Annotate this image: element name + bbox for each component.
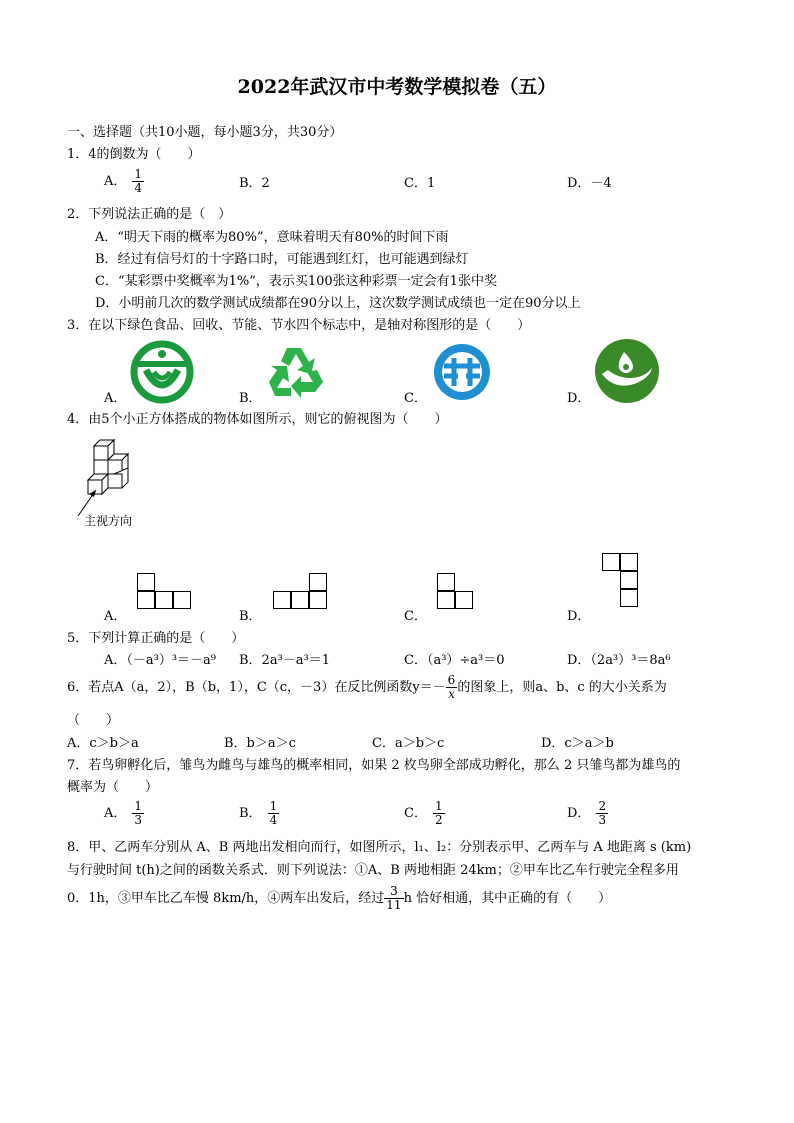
q4-option-c-label[interactable]: C． [404, 609, 427, 624]
q1-option-d[interactable]: D．－4 [567, 176, 612, 191]
q5-option-a[interactable]: A．（－a³）³＝－a⁹ [104, 653, 217, 668]
q6-option-a[interactable]: A．c＞b＞a [67, 736, 139, 751]
q7-option-d-fraction [596, 800, 608, 827]
q5-option-d[interactable]: D．（2a³）³＝8a⁶ [567, 653, 671, 668]
fraction-denominator: 2 [434, 813, 443, 827]
fraction-denominator: 11 [386, 898, 402, 912]
q7-option-d-label: D． [567, 806, 591, 821]
fraction-numerator: 2 [598, 799, 607, 813]
fraction-denominator: x [448, 687, 455, 701]
q3-option-c-label[interactable]: C． [404, 391, 427, 406]
q4-option-d-grid [602, 553, 642, 611]
fraction-denominator: 4 [269, 813, 278, 827]
q8-stem-line3 [67, 884, 611, 914]
q2-option-a[interactable]: A．“明天下雨的概率为80%”，意味着明天有80%的时间下雨 [95, 230, 449, 245]
q1-option-a[interactable] [104, 168, 144, 195]
q6-option-b[interactable]: B．b＞a＞c [224, 736, 296, 751]
q4-option-b-label[interactable]: B． [239, 609, 262, 624]
page-title: 2022年武汉市中考数学模拟卷（五） [237, 76, 557, 98]
q7-stem-line1: 7．若鸟卵孵化后，雏鸟为雌鸟与雄鸟的概率相同，如果 2 枚鸟卵全部成功孵化，那么 2 只雏鸟都为雄鸟的 [67, 758, 681, 773]
q5-stem: 5．下列计算正确的是（ ） [67, 631, 245, 646]
q7-option-a-label: A． [104, 806, 127, 821]
q8-stem-line1: 8．甲、乙两车分别从 A、B 两地出发相向而行，如图所示，l₁、l₂：分别表示甲、乙两车与 A 地距离 s (km) [67, 840, 692, 855]
q7-option-a-fraction [132, 800, 144, 827]
q4-option-a-grid [137, 573, 195, 611]
green-food-logo-icon [130, 340, 194, 404]
q1-option-a-label: A． [104, 174, 127, 189]
grid-cell [137, 573, 155, 591]
q7-option-b-fraction [268, 800, 280, 827]
q4-option-c-grid [437, 573, 477, 611]
q4-option-d-label[interactable]: D． [567, 609, 591, 624]
q1-stem: 1．4的倒数为（ ） [67, 147, 201, 162]
view-direction-label: 主视方向 [84, 514, 133, 528]
q5-option-b[interactable]: B．2a³－a³＝1 [239, 653, 331, 668]
q6-stem-post: 的图象上，则a、b、c 的大小关系为 [457, 680, 667, 695]
q6-stem [67, 674, 667, 701]
q3-option-a-label[interactable]: A． [104, 391, 127, 406]
q2-option-c[interactable]: C．“某彩票中奖概率为1%”，表示买100张这种彩票一定会有1张中奖 [95, 274, 497, 289]
q4-stem: 4．由5个小正方体搭成的物体如图所示，则它的俯视图为（ ） [67, 412, 448, 427]
q6-option-c[interactable]: C．a＞b＞c [372, 736, 445, 751]
q7-option-a[interactable] [104, 800, 144, 827]
q4-option-a-label[interactable]: A． [104, 609, 127, 624]
q4-option-b-grid [273, 573, 331, 611]
grid-cell [455, 591, 473, 609]
q7-option-c-label: C． [404, 806, 427, 821]
fraction-numerator: 3 [384, 885, 403, 899]
grid-cell [173, 591, 191, 609]
grid-cell [309, 591, 327, 609]
q7-stem-line2: 概率为（ ） [67, 780, 159, 795]
section-heading: 一、选择题（共10小题，每小题3分，共30分） [67, 125, 343, 140]
grid-cell [437, 573, 455, 591]
grid-cell [273, 591, 291, 609]
q6-paren: （ ） [67, 713, 120, 728]
q7-option-b-label: B． [239, 806, 262, 821]
water-saving-logo-icon [594, 338, 660, 404]
grid-cell [291, 591, 309, 609]
q6-stem-pre: 6．若点A（a，2），B（b，1），C（c，－3）在反比例函数y＝－ [67, 680, 446, 695]
q6-option-d[interactable]: D．c＞a＞b [541, 736, 614, 751]
fraction-numerator: 1 [434, 799, 443, 813]
q2-stem: 2．下列说法正确的是（ ） [67, 207, 232, 222]
grid-cell [437, 591, 455, 609]
q1-option-b[interactable]: B．2 [239, 176, 270, 191]
fraction-numerator: 6 [447, 673, 456, 687]
grid-cell [155, 591, 173, 609]
energy-saving-logo-icon [430, 340, 494, 404]
grid-cell [620, 571, 638, 589]
q3-option-b-label[interactable]: B． [239, 391, 262, 406]
grid-cell [309, 573, 327, 591]
grid-cell [620, 553, 638, 571]
fraction-denominator: 3 [134, 813, 143, 827]
q8-stem-line2: 与行驶时间 t(h)之间的函数关系式．则下列说法：①A、B 两地相距 24km；②甲车比乙车行驶完全程多用 [67, 863, 679, 878]
q2-option-b[interactable]: B．经过有信号灯的十字路口时，可能遇到红灯，也可能遇到绿灯 [95, 252, 469, 267]
fraction-numerator: 1 [134, 799, 143, 813]
grid-cell [602, 553, 620, 571]
q8-stem-line3-pre: 0．1h，③甲车比乙车慢 8km/h，④两车出发后，经过 [67, 891, 385, 906]
fraction-denominator: 3 [598, 813, 607, 827]
q7-option-c[interactable] [404, 800, 445, 827]
q5-option-c[interactable]: C．（a³）÷a³＝0 [404, 653, 505, 668]
q1-option-c[interactable]: C．1 [404, 176, 436, 191]
q1-option-a-fraction [132, 168, 144, 195]
fraction-numerator: 1 [269, 799, 278, 813]
q8-stem-line3-post: h 恰好相通，其中正确的有（ ） [403, 891, 612, 906]
q8-fraction [384, 885, 403, 912]
recycle-logo-icon [265, 342, 327, 402]
grid-cell [620, 589, 638, 607]
q3-option-d-label[interactable]: D． [567, 391, 591, 406]
q7-option-b[interactable] [239, 800, 279, 827]
q6-fraction [446, 674, 458, 701]
q3-stem: 3．在以下绿色食品、回收、节能、节水四个标志中，是轴对称图形的是（ ） [67, 318, 531, 333]
fraction-numerator: 1 [134, 167, 143, 181]
q7-option-c-fraction [433, 800, 445, 827]
fraction-denominator: 4 [134, 181, 143, 195]
grid-cell [137, 591, 155, 609]
q7-option-d[interactable] [567, 800, 608, 827]
q2-option-d[interactable]: D．小明前几次的数学测试成绩都在90分以上，这次数学测试成绩也一定在90分以上 [95, 296, 581, 311]
